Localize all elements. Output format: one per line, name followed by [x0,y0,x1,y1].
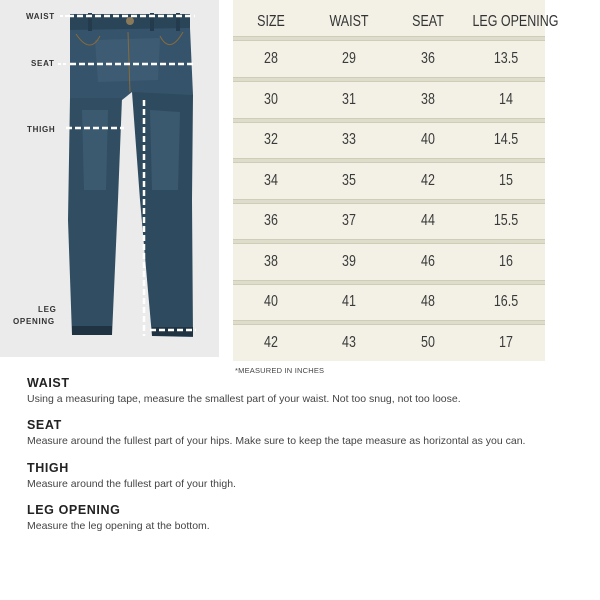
measured-in-inches-note: *MEASURED IN INCHES [235,366,325,375]
waist-heading: WAIST [27,376,70,390]
cell-waist: 39 [342,252,356,270]
cell-size: 36 [264,212,278,229]
jeans-illustration [0,0,219,357]
table-row [233,245,545,279]
row-divider [233,239,545,244]
table-row [233,42,545,76]
cell-size: 42 [264,333,278,351]
cell-size: 30 [264,90,278,108]
table-row [233,204,545,238]
header-seat: SEAT [412,13,444,30]
cell-leg-opening: 15.5 [493,212,519,229]
thigh-measure-label: THIGH [27,125,56,134]
header-size: SIZE [257,13,285,30]
waist-description: Using a measuring tape, measure the smallest part of your waist. Not too snug, not too loose. [27,393,461,405]
cell-leg-opening: 16.5 [493,293,519,310]
cell-size: 34 [264,171,278,189]
cell-leg-opening: 13.5 [493,50,519,67]
leg-opening-label-line1: LEG [38,305,57,314]
cell-leg-opening: 15 [499,171,513,189]
thigh-description: Measure around the fullest part of your thigh. [27,478,236,490]
cell-waist: 31 [342,90,356,108]
table-row [233,123,545,157]
cell-leg-opening: 17 [499,333,513,351]
row-divider [233,36,545,41]
cell-waist: 29 [342,50,356,67]
cell-seat: 38 [421,90,435,108]
cell-size: 38 [264,252,278,270]
cell-seat: 46 [421,252,435,270]
cell-seat: 48 [421,293,435,310]
row-divider [233,320,545,325]
row-divider [233,118,545,123]
size-chart-table [233,0,559,361]
waist-measure-label: WAIST [26,12,55,21]
cell-waist: 43 [342,333,356,351]
cell-seat: 44 [421,212,435,229]
seat-heading: SEAT [27,418,62,432]
cell-waist: 41 [342,293,356,310]
cell-size: 40 [264,293,278,310]
seat-measure-label: SEAT [31,59,55,68]
thigh-heading: THIGH [27,461,69,475]
cell-waist: 37 [342,212,356,229]
cell-leg-opening: 14.5 [493,131,519,148]
table-row [233,326,545,360]
row-divider [233,77,545,82]
seat-description: Measure around the fullest part of your hips. Make sure to keep the tape measure as horizontal as you can. [27,435,526,447]
leg-opening-heading: LEG OPENING [27,503,121,517]
row-divider [233,280,545,285]
row-divider [233,158,545,163]
table-row [233,83,545,117]
cell-leg-opening: 16 [499,252,513,270]
table-row [233,285,545,319]
cell-seat: 42 [421,171,435,189]
row-divider [233,199,545,204]
cell-waist: 35 [342,171,356,189]
jeans-measurement-figure [0,0,219,357]
cell-size: 28 [264,50,278,67]
leg-opening-description: Measure the leg opening at the bottom. [27,520,210,532]
cell-leg-opening: 14 [499,90,513,108]
table-header-row [233,8,559,36]
header-waist: WAIST [329,13,369,30]
cell-size: 32 [264,131,278,148]
table-row [233,164,545,198]
cell-waist: 33 [342,131,356,148]
cell-seat: 40 [421,131,435,148]
header-leg-opening: LEG OPENING [472,13,559,30]
cell-seat: 36 [421,50,435,67]
leg-opening-label-line2: OPENING [13,317,55,326]
cell-seat: 50 [421,333,435,351]
